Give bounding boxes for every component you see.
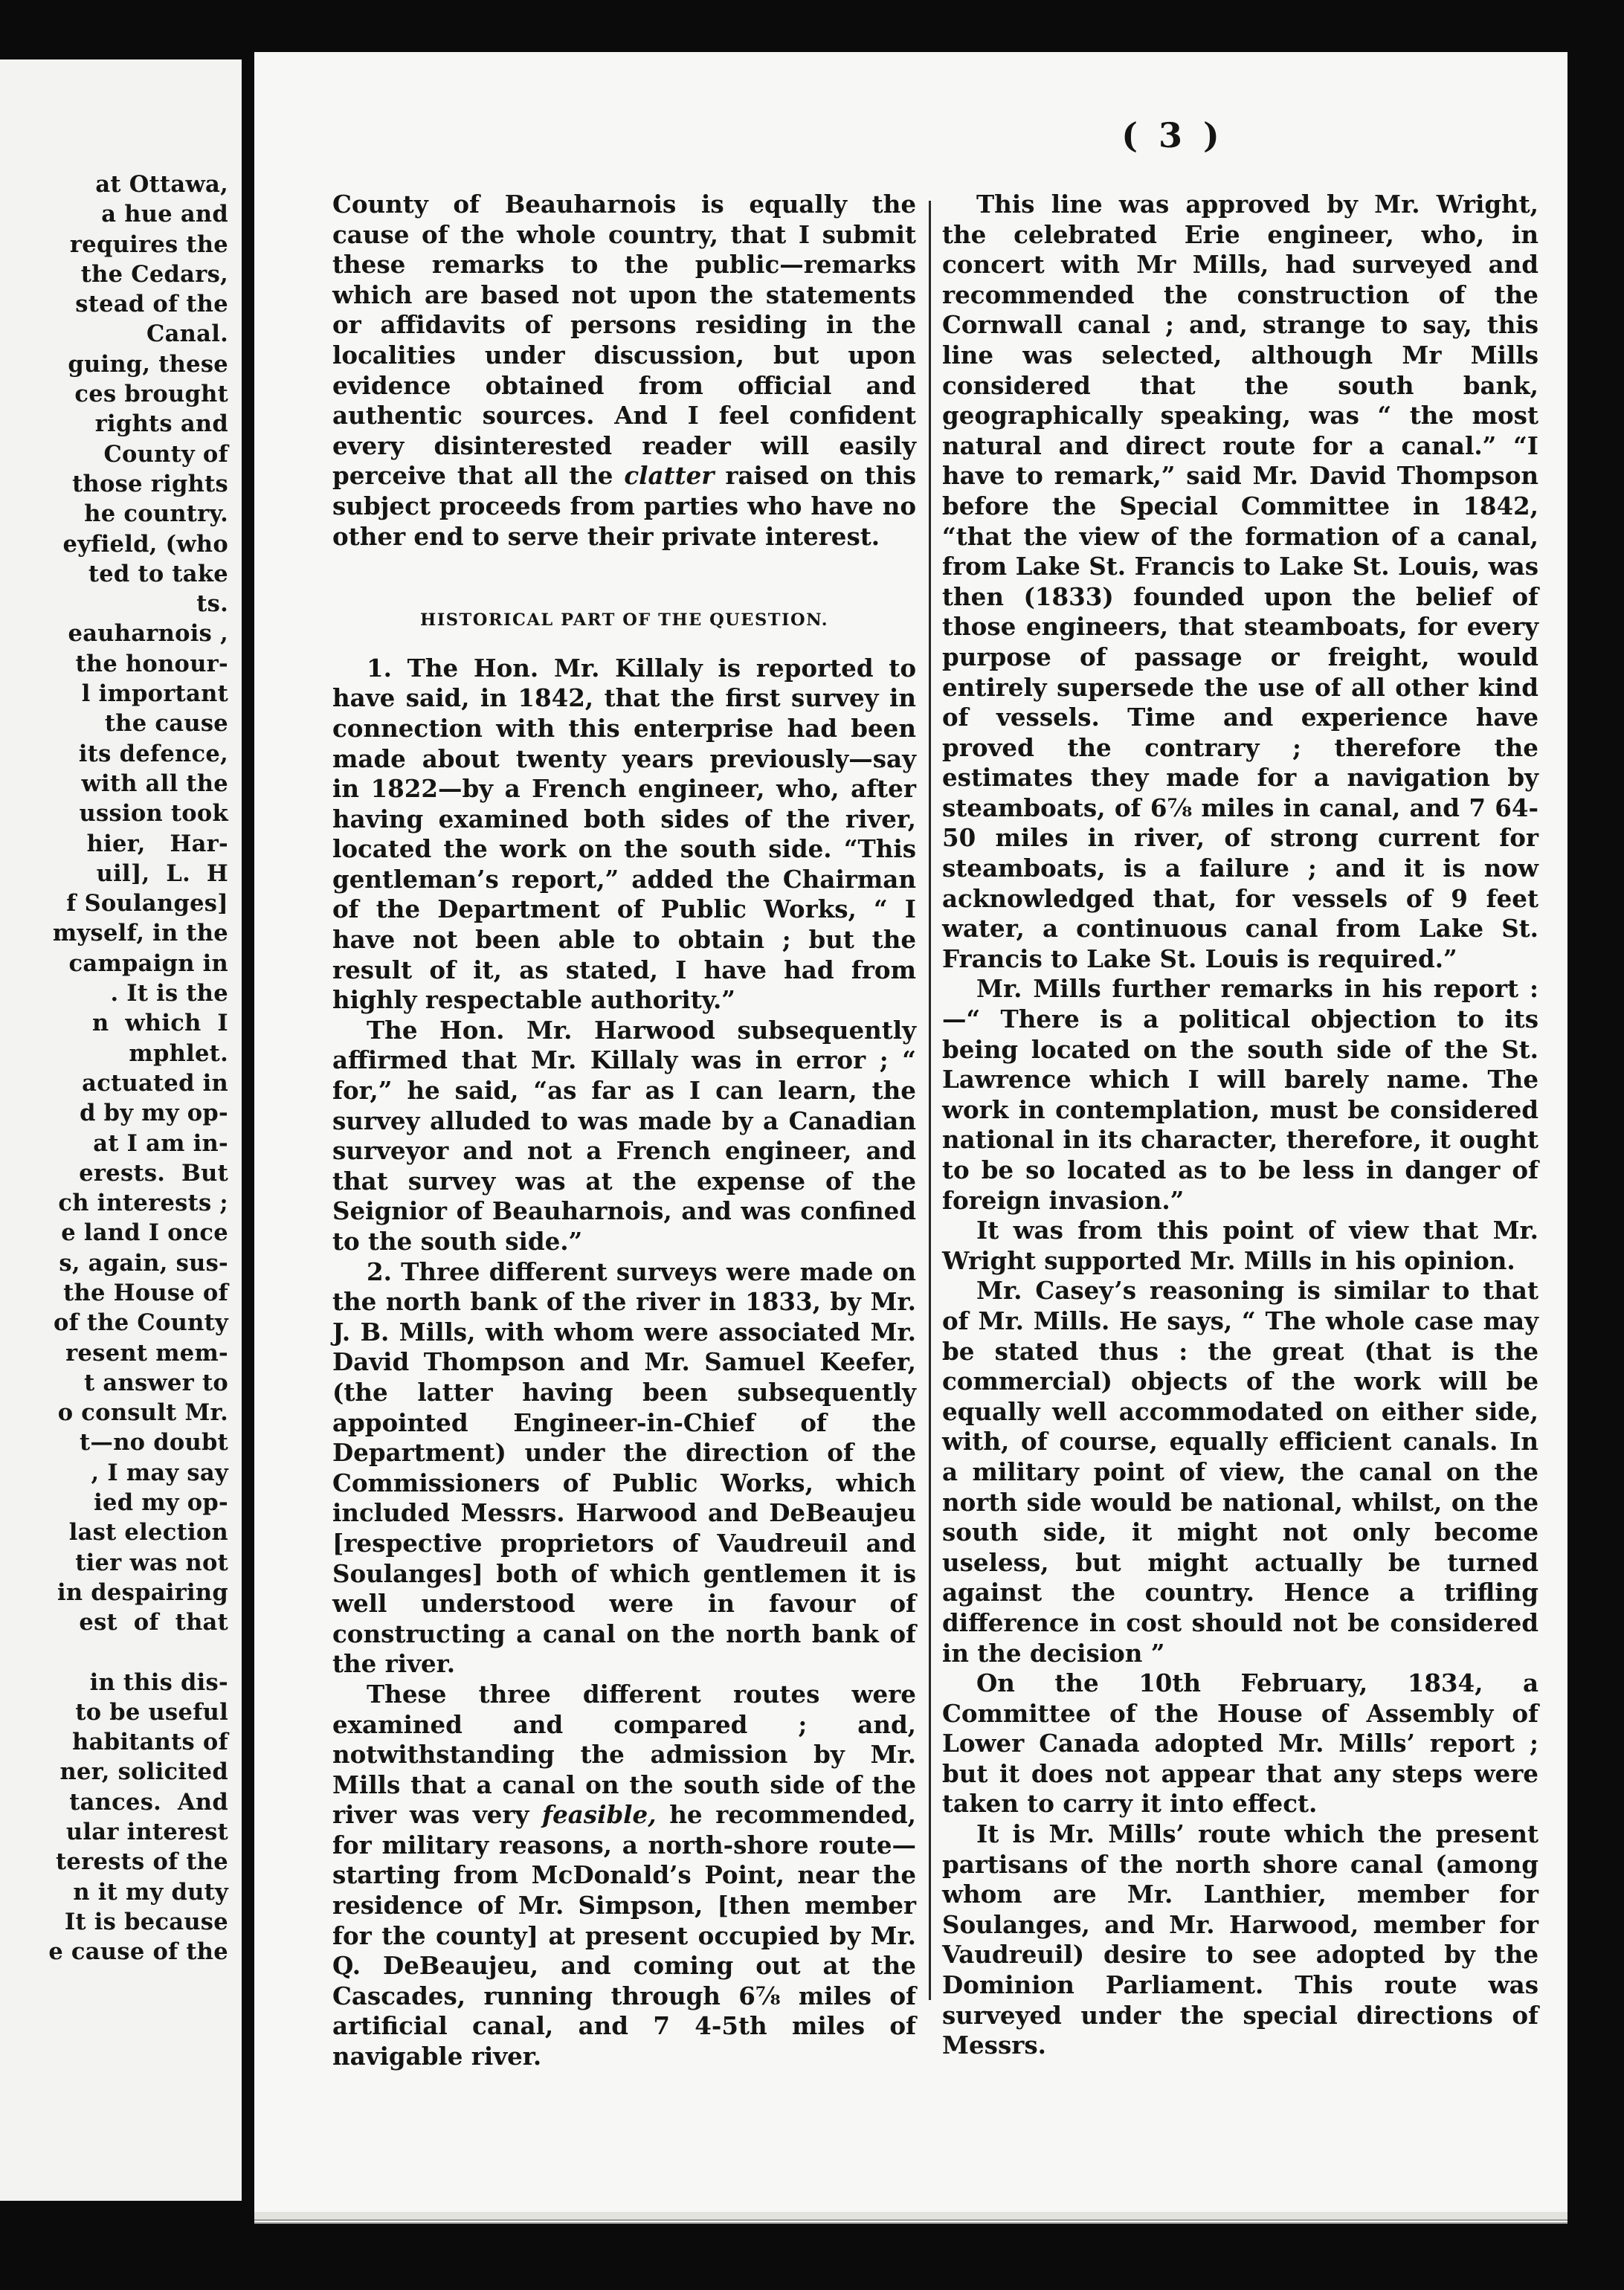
previous-page-line: County of bbox=[103, 440, 228, 468]
previous-page-line: s, again, sus- bbox=[59, 1249, 228, 1277]
previous-page-line: o consult Mr. bbox=[57, 1399, 228, 1427]
previous-page-line: guing, these bbox=[68, 350, 228, 378]
previous-page-line: ner, solicited bbox=[59, 1758, 228, 1786]
routes-italic-word: feasible, bbox=[542, 1800, 657, 1830]
document-page bbox=[254, 52, 1567, 2224]
previous-page-line: It is because bbox=[64, 1908, 228, 1935]
previous-page-line: t answer to bbox=[84, 1369, 228, 1396]
previous-page-line: eyfield, (who bbox=[62, 530, 228, 558]
column-divider bbox=[929, 201, 931, 2000]
intro-italic-word: clatter bbox=[624, 461, 715, 491]
previous-page-line: , I may say bbox=[91, 1459, 228, 1486]
previous-page-line: f Soulanges] bbox=[66, 890, 228, 917]
previous-page-line: t—no doubt bbox=[80, 1429, 228, 1457]
previous-page-line: Canal. bbox=[146, 320, 228, 348]
previous-page-line: of the County bbox=[53, 1309, 228, 1337]
previous-page-line: last election bbox=[68, 1519, 228, 1546]
previous-page-line: ch interests ; bbox=[58, 1190, 228, 1217]
previous-page-line: to be useful bbox=[75, 1698, 228, 1726]
previous-page-gap bbox=[0, 1638, 228, 1668]
previous-page-line: d by my op- bbox=[80, 1100, 228, 1127]
left-column bbox=[332, 190, 916, 2072]
previous-page-line: erests. But bbox=[79, 1159, 228, 1187]
previous-page-fragment bbox=[0, 59, 244, 2201]
section-heading: HISTORICAL PART OF THE QUESTION. bbox=[419, 610, 829, 630]
previous-page-line: ts. bbox=[196, 590, 228, 618]
previous-page-line: campaign in bbox=[68, 949, 228, 977]
previous-page-line: myself, in the bbox=[52, 920, 228, 947]
previous-page-line: . It is the bbox=[110, 980, 228, 1007]
previous-page-line: stead of the bbox=[75, 291, 228, 318]
previous-page-line: n it my duty bbox=[73, 1878, 228, 1906]
previous-page-line: the honour- bbox=[75, 650, 228, 677]
paragraph-harwood: The Hon. Mr. Harwood subsequently affirmed that Mr. Killaly was in error ; “ for,” he said, “as far as I can learn, the survey alluded to was made by a Canadian surveyor and not a French engineer, and that survey was at the expense of the Seignior of Beauharnois, and was confined to the south side.” bbox=[332, 1015, 916, 1256]
previous-page-line: ied my op- bbox=[94, 1489, 228, 1517]
previous-page-line: ces brought bbox=[74, 381, 228, 408]
paragraph-routes bbox=[332, 1680, 916, 2072]
previous-page-line: the Cedars, bbox=[80, 260, 228, 288]
right-column bbox=[942, 190, 1538, 2061]
previous-page-line: resent mem- bbox=[65, 1339, 228, 1367]
paragraph-partisans: It is Mr. Mills’ route which the present partisans of the north shore canal (among whom are Mr. Lanthier, member for Soulanges, and Mr. Harwood, member for Vaudreuil) desire to see adopted by the Dominion Parliament. This route was surveyed under the special directions of Messrs. bbox=[942, 1819, 1538, 2060]
previous-page-line: in despairing bbox=[57, 1578, 228, 1606]
paragraph-mills-report: Mr. Mills further remarks in his report : —“ There is a political objection to its being located on the south side of the St. Lawrence which I will barely name. The work in contemplation, must be considered national in its character, therefore, it ought to be so located as to be less in danger of foreign invasion.” bbox=[942, 974, 1538, 1215]
routes-text-end: he recommended, for military reasons, a north-shore route—starting from McDonald’s Point, near the residence of Mr. Simpson, [then member for the county] at present occupied by Mr. Q. DeBeaujeu, and coming out at the Cascades, running through 6⅞ miles of artificial canal, and 7 4-5th miles of navigable river. bbox=[332, 1800, 916, 2071]
paragraph-killaly: 1. The Hon. Mr. Killaly is reported to have said, in 1842, that the first survey in connection with this enterprise had been made about twenty years previously—say in 1822—by a French engineer, who, after having examined both sides of the river, located the work on the south side. “This gentleman’s report,” added the Chairman of the Department of Public Works, “ I have not been able to obtain ; but the result of it, as stated, I have had from highly respectable authority.” bbox=[332, 653, 916, 1015]
intro-text: County of Beauharnois is equally the cause of the whole country, that I submit these remarks to the public—remarks which are based not upon the statements or affidavits of persons residing in the localities under discussion, but upon evidence obtained from official and authentic sources. And I feel confident every disinterested reader will easily perceive that all the bbox=[332, 190, 916, 491]
paragraph-surveys: 2. Three different surveys were made on the north bank of the river in 1833, by Mr. J. B. Mills, with whom were associated Mr. David Thompson and Mr. Samuel Keefer, (the latter having been subsequently appointed Engineer-in-Chief of the Department) under the direction of the Commissioners of Public Works, which included Messrs. Harwood and DeBeaujeu [respective proprietors of Vaudreuil and Soulanges] both of which gentlemen it is well understood were in favour of constructing a canal on the north bank of the river. bbox=[332, 1257, 916, 1679]
previous-page-line: uil], L. H bbox=[96, 859, 228, 887]
previous-page-line: requires the bbox=[69, 230, 228, 258]
previous-page-line: with all the bbox=[81, 770, 228, 797]
previous-page-line: l important bbox=[81, 680, 228, 708]
previous-page-line: est of that bbox=[79, 1609, 228, 1636]
previous-page-line: tier was not bbox=[75, 1549, 228, 1576]
previous-page-line: rights and bbox=[94, 410, 228, 438]
previous-page-line: n which I bbox=[92, 1010, 228, 1037]
previous-page-line: its defence, bbox=[78, 740, 228, 767]
previous-page-line: eauharnois , bbox=[68, 620, 228, 648]
intro-text-end: raised on this subject proceeds from parties who have no other end to serve their private interest. bbox=[332, 461, 916, 551]
previous-page-line: a hue and bbox=[101, 201, 228, 228]
previous-page-line: terests of the bbox=[56, 1848, 228, 1876]
paragraph-committee: On the 10th February, 1834, a Committee of the House of Assembly of Lower Canada adopted Mr. Mills’ report ; but it does not appear that any steps were taken to carry it into effect. bbox=[942, 1668, 1538, 1819]
previous-page-line: ussion took bbox=[79, 800, 228, 828]
routes-text: These three different routes were examined and compared ; and, notwithstanding the admission by Mr. Mills that a canal on the south side of the river was very bbox=[332, 1679, 916, 1830]
paragraph-point-of-view: It was from this point of view that Mr. Wright supported Mr. Mills in his opinion. bbox=[942, 1216, 1538, 1275]
previous-page-line: e cause of the bbox=[48, 1938, 228, 1966]
previous-page-line: mphlet. bbox=[129, 1039, 228, 1067]
previous-page-line: e land I once bbox=[61, 1219, 228, 1247]
page-number: ( 3 ) bbox=[1121, 115, 1224, 155]
previous-page-line: he country. bbox=[84, 500, 228, 528]
previous-page-line: ular interest bbox=[65, 1819, 228, 1846]
previous-page-text bbox=[0, 170, 228, 1967]
previous-page-line: actuated in bbox=[82, 1069, 228, 1097]
previous-page-line: at I am in- bbox=[93, 1129, 228, 1157]
previous-page-line: ted to take bbox=[88, 560, 228, 587]
previous-page-line: habitants of bbox=[72, 1729, 228, 1756]
previous-page-line: in this dis- bbox=[89, 1668, 228, 1696]
paragraph-wright: This line was approved by Mr. Wright, the celebrated Erie engineer, who, in concert with Mr Mills, had surveyed and recommended the construction of the Cornwall canal ; and, strange to say, this line was selected, although Mr Mills considered that the south bank, geographically speaking, was “ the most natural and direct route for a canal.” “I have to remark,” said Mr. David Thompson before the Special Committee in 1842, “that the view of the formation of a canal, from Lake St. Francis to Lake St. Louis, was then (1833) founded upon the belief of those engineers, that steamboats, for every purpose of passage or freight, would entirely supersede the use of all other kind of vessels. Time and experience have proved the contrary ; therefore the estimates they made for a navigation by steamboats, of 6⅞ miles in canal, and 7 64-50 miles in river, of strong current for steamboats, is a failure ; and it is now acknowledged that, for vessels of 9 feet water, a continuous canal from Lake St. Francis to Lake St. Louis is required.” bbox=[942, 190, 1538, 973]
previous-page-line: at Ottawa, bbox=[95, 171, 228, 198]
previous-page-line: the cause bbox=[104, 710, 228, 738]
previous-page-line: the House of bbox=[63, 1279, 228, 1306]
intro-paragraph bbox=[332, 190, 916, 552]
paragraph-casey: Mr. Casey’s reasoning is similar to that of Mr. Mills. He says, “ The whole case may be stated thus : the great (that is the commercial) objects of the work will be equally well accommodated on either side, with, of course, equally efficient canals. In a military point of view, the canal on the north side would be national, whilst, on the south side, it might not only become useless, but might actually be turned against the country. Hence a trifling difference in cost should not be considered in the decision ” bbox=[942, 1276, 1538, 1668]
previous-page-line: hier, Har- bbox=[86, 830, 228, 857]
previous-page-line: those rights bbox=[72, 470, 228, 497]
previous-page-line: tances. And bbox=[69, 1788, 228, 1816]
